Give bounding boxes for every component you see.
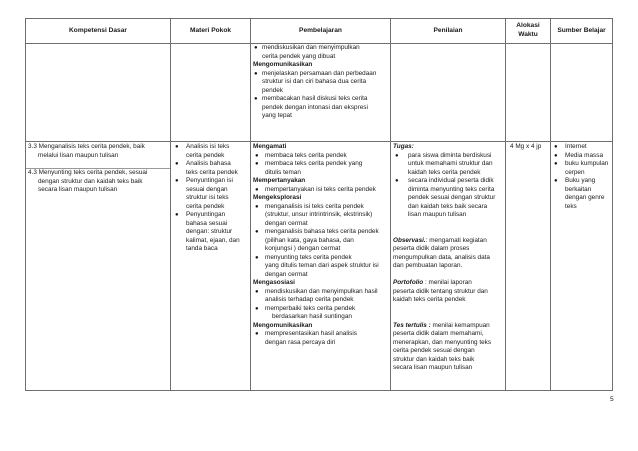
bullet-icon: ●	[255, 305, 259, 312]
pb-8-line-2: berdasarkan hasil suntingan	[272, 313, 352, 320]
header-materi-pokok: Materi Pokok	[189, 27, 232, 34]
mp-2-line-2: teks cerita pendek	[186, 168, 238, 176]
pn-portofolio-line-3: kaidah teks cerita pendek	[393, 296, 466, 303]
pn-tugas-1-line-2: untuk memahami struktur dan	[408, 160, 493, 167]
pn-tugas-2-line-2: diminta menyunting teks cerita	[408, 185, 495, 193]
kd-4-3-line-3: secara lisan maupun tulisan	[38, 186, 118, 193]
sb-3-line-1: buku kumpulan	[565, 160, 609, 167]
pb-6-line-2: yang ditulis teman dari aspek struktur isi	[265, 262, 379, 269]
pn-tes-line-3: menerapkan, dan menyunting teks	[393, 338, 492, 346]
pb-7-line-1: mendiskusikan dan menyimpulkan hasil	[265, 287, 378, 295]
pn-observasi-line-1	[393, 237, 487, 246]
pn-tes-heading: Tes tertulis :	[393, 321, 431, 329]
top-item-3-line-2: pendek dengan intonasi dan ekspresi	[262, 103, 368, 111]
pn-tugas-2-line-5: lisan maupun tulisan	[408, 211, 467, 218]
mp-4-line-1: Penyuntingan	[186, 211, 226, 218]
bullet-icon: ●	[175, 212, 179, 218]
pn-tugas-2-line-4: dan kaidah teks baik secara	[408, 202, 488, 210]
header-kompetensi-dasar: Kompetensi Dasar	[69, 27, 127, 34]
pb-5-line-3: konjungsi ) dengan cermat	[265, 245, 341, 252]
sb-4-line-2: berkaitan	[565, 185, 592, 193]
col-line-4	[505, 18, 506, 391]
pn-tes-line-2: peserta didik dalam memahami,	[393, 330, 484, 337]
top-item-2-line-2: struktur isi dan ciri bahasa dua cerita	[262, 78, 367, 85]
pn-tugas-1-line-1: para siswa diminta berdiskusi	[408, 151, 492, 159]
pn-portofolio-line-2: peserta didik tentang struktur dan	[393, 287, 488, 295]
mp-3-line-3: struktur isi teks	[186, 194, 229, 201]
col-line-5	[550, 18, 551, 391]
mp-4-line-4: kalimat, ejaan, dan	[186, 236, 240, 244]
bullet-icon: ●	[395, 178, 399, 184]
bullet-icon: ●	[254, 70, 258, 77]
pb-heading-mempertanyakan: Mempertanyakan	[253, 177, 306, 184]
pn-portofolio-line-1	[393, 279, 472, 288]
pn-tugas-2-line-1: secara individual peserta didik	[408, 177, 494, 184]
table-row-divider	[25, 141, 612, 142]
mp-3-line-1: Penyuntingan isi	[186, 177, 233, 184]
pn-portofolio-text-1: : menilai laporan	[423, 279, 472, 286]
bullet-icon: ●	[395, 152, 399, 159]
pb-9-line-1: mempresentasikan hasil analisis	[265, 330, 357, 337]
bullet-icon: ●	[255, 152, 259, 159]
mp-3-line-4: cerita pendek	[186, 202, 225, 210]
bullet-icon: ●	[255, 186, 259, 193]
top-item-1-line-2: cerita pendek yang dibuat	[262, 52, 336, 60]
bullet-icon: ●	[254, 96, 258, 102]
header-sumber-belajar: Sumber Belajar	[557, 27, 606, 34]
pn-observasi-line-2: peserta didik dalam proses	[393, 245, 470, 252]
top-item-2-line-3: pendek	[262, 86, 283, 94]
sb-2-line-1: Media massa	[565, 151, 604, 159]
pb-1-line-1: membaca teks cerita pendek	[265, 151, 347, 159]
bullet-icon: ●	[175, 178, 179, 184]
table-border-bottom	[25, 390, 612, 391]
pn-observasi-line-4: dan pembuatan laporan.	[393, 262, 463, 269]
header-alokasi: Alokasi	[516, 22, 540, 29]
bullet-icon: ●	[255, 229, 259, 235]
pn-observasi-heading: Observasi.	[393, 236, 426, 244]
top-item-2-line-1: menjelaskan persamaan dan perbedaan	[262, 69, 377, 77]
sb-4-line-1: Buku yang	[565, 177, 596, 184]
pn-tes-line-5: struktur dan kaidah teks baik	[393, 355, 475, 363]
pb-7-line-2: analisis terhadap cerita pendek	[265, 296, 354, 303]
col-line-6	[612, 18, 613, 391]
bullet-icon: ●	[175, 161, 179, 167]
col-line-3	[390, 18, 391, 391]
pb-4-line-3: dengan cermat	[265, 219, 308, 227]
pb-5-line-2: (pilihan kata, gaya bahasa, dan	[265, 236, 354, 244]
bullet-icon: ●	[255, 161, 259, 167]
mp-1-line-2: cerita pendek	[186, 151, 225, 159]
pn-tugas-heading: Tugas:	[393, 143, 414, 150]
mp-4-line-2: bahasa sesuai	[186, 219, 228, 227]
header-penilaian: Penilaian	[433, 27, 463, 34]
pn-tes-line-6: secara lisan maupun tulisan	[393, 364, 473, 371]
pn-observasi-line-3: mengumpulkan data, analisis data	[393, 253, 490, 261]
bullet-icon: ●	[554, 161, 558, 167]
pn-tes-line-4: cerita pendek sesuai dengan	[393, 347, 475, 354]
sb-4-line-4: teks	[565, 202, 577, 210]
kd-3-3-line-2: melalui lisan maupun tulisan	[38, 151, 119, 159]
mp-1-line-1: Analisis isi teks	[186, 143, 230, 150]
bullet-icon: ●	[255, 288, 259, 295]
bullet-icon: ●	[255, 331, 259, 337]
pb-3-line-1: mempertanyakan isi teks cerita pendek	[265, 185, 376, 193]
mp-4-line-3: dengan: struktur	[186, 228, 233, 235]
kd-4-3-line-2: dengan struktur dan kaidah teks baik	[38, 177, 143, 185]
pb-2-line-1: membaca teks cerita pendek yang	[265, 160, 363, 167]
pn-observasi-text-1: : mengamati kegiatan	[425, 236, 487, 244]
mp-4-line-5: tanda baca	[186, 245, 218, 252]
pb-5-line-1: menganalisis bahasa teks cerita pendek	[265, 228, 379, 235]
header-waktu: Waktu	[518, 31, 538, 38]
pb-heading-mengeksplorasi: Mengeksplorasi	[253, 194, 302, 201]
bullet-icon: ●	[255, 203, 259, 210]
bullet-icon: ●	[554, 152, 558, 159]
col-line-2	[250, 18, 251, 391]
sb-1-line-1: Internet	[565, 143, 587, 150]
mp-3-line-2: sesuai dengan	[186, 185, 228, 193]
pb-6-line-3: dengan cermat	[265, 270, 308, 278]
sb-3-line-2: cerpen	[565, 168, 585, 176]
bullet-icon: ●	[175, 144, 179, 150]
pb-heading-mengamati: Mengamati	[253, 143, 287, 150]
pn-tes-line-1	[393, 322, 490, 331]
top-item-3-line-3: yang tepat	[262, 112, 292, 119]
top-item-3-line-1: membacakan hasil diskusi teks cerita	[262, 95, 368, 102]
sb-4-line-3: dengan genre	[565, 194, 605, 201]
pn-tugas-2-line-3: pendek sesuai dengan struktur	[408, 194, 496, 201]
pb-6-line-1: menyunting teks cerita pendek	[265, 253, 352, 261]
bullet-icon: ●	[254, 45, 258, 51]
pb-4-line-1: menganalisis isi teks cerita pendek	[265, 202, 364, 210]
col-line-1	[170, 18, 171, 391]
top-heading: Mengomunikasikan	[253, 61, 313, 68]
header-pembelajaran: Pembelajaran	[299, 27, 342, 34]
pb-9-line-2: dengan rasa percaya diri	[265, 338, 336, 346]
pn-tugas-1-line-3: kaidah teks cerita pendek	[408, 168, 481, 176]
bullet-icon: ●	[255, 254, 259, 261]
pn-portofolio-heading: Portofolio	[393, 279, 424, 286]
bullet-icon: ●	[554, 144, 558, 150]
pn-tes-text-1: menilai kemampuan	[430, 321, 490, 329]
mp-2-line-1: Analisis bahasa	[186, 160, 231, 167]
kd-4-3-line-1: 4.3 Menyunting teks cerita pendek, sesuai	[28, 169, 148, 176]
page-number: 5	[610, 396, 614, 403]
pb-2-line-2: ditulis teman	[265, 168, 301, 176]
pb-8-line-1: memperbaiki teks cerita pendek	[265, 304, 356, 312]
pb-heading-mengomunikasikan: Mengomunikasikan	[253, 321, 313, 329]
top-item-1-line-1: mendiskusikan dan menyimpulkan	[262, 44, 360, 51]
pb-4-line-2: (struktur, unsur intrintrinsik, ekstrinsik)	[265, 211, 373, 218]
pb-heading-mengasosiasi: Mengasosiasi	[253, 279, 295, 286]
table-border-top	[25, 18, 612, 19]
kd-3-3-line-1: 3.3 Menganalisis teks cerita pendek, baik	[28, 143, 145, 150]
bullet-icon: ●	[554, 178, 558, 184]
alokasi-waktu-value: 4 Mg x 4 jp	[510, 143, 542, 150]
col-line-0	[25, 18, 26, 391]
